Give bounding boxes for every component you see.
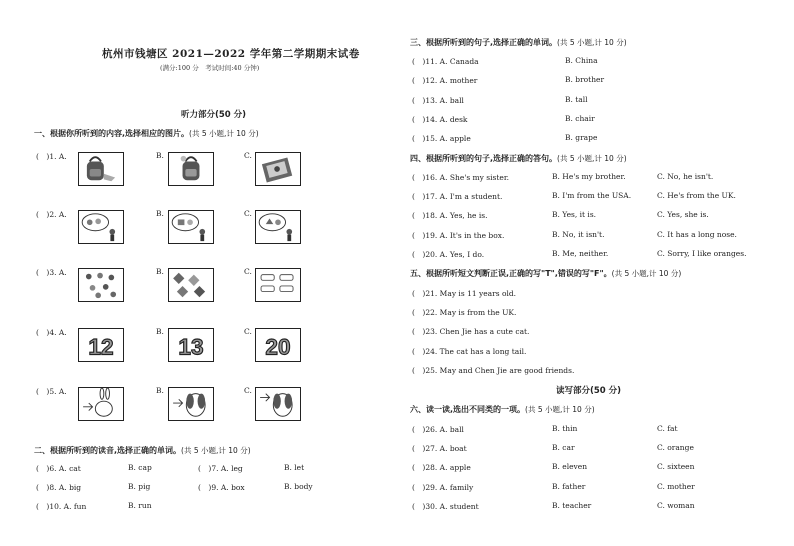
number-20-picture — [256, 329, 300, 361]
section-4-title-text: 四、根据所听到的句子,选择正确的答句。 — [410, 154, 558, 163]
q26-option-b: B. thin — [552, 424, 578, 433]
cars-icon — [256, 269, 300, 301]
q5-option-c-picture[interactable] — [255, 387, 301, 421]
thinking-food-icon — [256, 211, 300, 243]
q17-option-c: C. He's from the UK. — [657, 191, 736, 200]
q8-text: ( )8. A. big — [36, 483, 82, 492]
number-12-text: 12 — [88, 334, 114, 360]
backpack-icon — [79, 153, 123, 185]
q10-text: ( )10. A. fun — [36, 502, 87, 511]
section-6-title-text: 六、读一读,选出不同类的一项。 — [410, 405, 526, 414]
q18-option-b: B. Yes, it is. — [552, 210, 597, 219]
q13-text: ( )13. A. ball — [412, 96, 464, 105]
q1-option-c-label: C. — [244, 151, 252, 160]
q11-text: ( )11. A. Canada — [412, 57, 479, 66]
listening-heading: 听力部分(50 分) — [181, 110, 247, 120]
q27-option-c: C. orange — [657, 443, 694, 452]
q29-option-b: B. father — [552, 482, 586, 491]
q4-option-c-label: C. — [244, 327, 252, 336]
q29-option-c: C. mother — [657, 482, 695, 491]
q28-text: ( )28. A. apple — [412, 463, 471, 472]
q9-text: ( )9. A. box — [198, 483, 245, 492]
q5-option-c-label: C. — [244, 386, 252, 395]
section-4-title — [410, 153, 627, 164]
q26-option-c: C. fat — [657, 424, 678, 433]
section-1-title-text: 一、根据你所听到的内容,选择相应的图片。 — [34, 129, 190, 138]
q21-text: ( )21. May is 11 years old. — [412, 289, 517, 298]
dog-icon — [256, 388, 300, 420]
q1-option-a-picture[interactable] — [78, 152, 124, 186]
pencil-box-icon — [256, 153, 300, 185]
q3-option-c-picture[interactable] — [255, 268, 301, 302]
exam-title: 杭州市钱塘区 2021—2022 学年第二学期期末试卷 — [102, 48, 360, 60]
exam-subtitle: (满分:100 分 考试时间:40 分钟) — [160, 64, 260, 72]
q7-text: ( )7. A. leg — [198, 464, 243, 473]
reading-heading: 读写部分(50 分) — [556, 386, 622, 396]
q20-option-b: B. Me, neither. — [552, 249, 609, 258]
q22-text: ( )22. May is from the UK. — [412, 308, 517, 317]
q3-option-b-label: B. — [156, 267, 164, 276]
q5-option-a-picture[interactable] — [78, 387, 124, 421]
q27-option-b: B. car — [552, 443, 575, 452]
animals-group-icon — [79, 269, 123, 301]
section-3-note: (共 5 小题,计 10 分) — [557, 38, 627, 47]
q16-option-b: B. He's my brother. — [552, 172, 626, 181]
section-1-note: (共 5 小题,计 10 分) — [189, 129, 259, 138]
q30-option-c: C. woman — [657, 501, 695, 510]
q15-option-b: B. grape — [565, 133, 598, 142]
q24-text: ( )24. The cat has a long tail. — [412, 347, 527, 356]
section-3-title — [410, 37, 627, 48]
q10-option-b: B. run — [128, 501, 152, 510]
section-1-title — [34, 128, 259, 139]
q4-option-a-picture[interactable] — [78, 328, 124, 362]
q4-option-c-picture[interactable] — [255, 328, 301, 362]
q1-option-b-picture[interactable] — [168, 152, 214, 186]
q19-option-b: B. No, it isn't. — [552, 230, 605, 239]
section-2-title — [34, 445, 251, 456]
q11-option-b: B. China — [565, 56, 598, 65]
q20-option-c: C. Sorry, I like oranges. — [657, 249, 747, 258]
q3-option-a-picture[interactable] — [78, 268, 124, 302]
q17-option-b: B. I'm from the USA. — [552, 191, 632, 200]
kites-icon — [169, 269, 213, 301]
q30-text: ( )30. A. student — [412, 502, 479, 511]
q4-label: ( )4. A. — [36, 328, 67, 337]
thinking-food-icon — [79, 211, 123, 243]
q23-text: ( )23. Chen Jie has a cute cat. — [412, 327, 530, 336]
q12-option-b: B. brother — [565, 75, 605, 84]
q19-text: ( )19. A. It's in the box. — [412, 231, 505, 240]
section-2-note: (共 5 小题,计 10 分) — [181, 446, 251, 455]
q2-option-a-picture[interactable] — [78, 210, 124, 244]
q28-option-b: B. eleven — [552, 462, 588, 471]
rabbit-icon — [79, 388, 123, 420]
q16-option-c: C. No, he isn't. — [657, 172, 714, 181]
q1-option-b-label: B. — [156, 151, 164, 160]
q5-option-b-picture[interactable] — [168, 387, 214, 421]
q28-option-c: C. sixteen — [657, 462, 695, 471]
q14-option-b: B. chair — [565, 114, 595, 123]
dog-icon — [169, 388, 213, 420]
section-5-title-text: 五、根据所听短文判断正误,正确的写"T",错误的写"F"。 — [410, 269, 612, 278]
q1-label: ( )1. A. — [36, 152, 67, 161]
q20-text: ( )20. A. Yes, I do. — [412, 250, 485, 259]
q2-option-c-picture[interactable] — [255, 210, 301, 244]
q14-text: ( )14. A. desk — [412, 115, 468, 124]
section-2-title-text: 二、根据所听到的读音,选择正确的单词。 — [34, 446, 182, 455]
q13-option-b: B. tall — [565, 95, 588, 104]
q2-label: ( )2. A. — [36, 210, 67, 219]
section-5-title — [410, 268, 681, 279]
q1-option-c-picture[interactable] — [255, 152, 301, 186]
q19-option-c: C. It has a long nose. — [657, 230, 737, 239]
q30-option-b: B. teacher — [552, 501, 592, 510]
q5-label: ( )5. A. — [36, 387, 67, 396]
q4-option-b-label: B. — [156, 327, 164, 336]
q25-text: ( )25. May and Chen Jie are good friends. — [412, 366, 575, 375]
section-6-title — [410, 404, 595, 415]
section-5-note: (共 5 小题,计 10 分) — [611, 269, 682, 278]
q2-option-b-label: B. — [156, 209, 164, 218]
number-12-picture — [79, 329, 123, 361]
q8-option-b: B. pig — [128, 482, 151, 491]
q15-text: ( )15. A. apple — [412, 134, 471, 143]
q29-text: ( )29. A. family — [412, 483, 474, 492]
q27-text: ( )27. A. boat — [412, 444, 467, 453]
q7-option-b: B. let — [284, 463, 305, 472]
section-6-note: (共 5 小题,计 10 分) — [525, 405, 595, 414]
section-4-note: (共 5 小题,计 10 分) — [557, 154, 627, 163]
q4-option-b-picture[interactable] — [168, 328, 214, 362]
q2-option-b-picture[interactable] — [168, 210, 214, 244]
number-13-picture — [169, 329, 213, 361]
q3-option-c-label: C. — [244, 267, 252, 276]
number-13-text: 13 — [178, 334, 204, 360]
backpack-icon — [169, 153, 213, 185]
q3-label: ( )3. A. — [36, 268, 67, 277]
q12-text: ( )12. A. mother — [412, 76, 478, 85]
q2-option-c-label: C. — [244, 209, 252, 218]
q18-text: ( )18. A. Yes, he is. — [412, 211, 488, 220]
number-20-text: 20 — [265, 334, 291, 360]
q3-option-b-picture[interactable] — [168, 268, 214, 302]
q26-text: ( )26. A. ball — [412, 425, 464, 434]
q17-text: ( )17. A. I'm a student. — [412, 192, 503, 201]
section-3-title-text: 三、根据所听到的句子,选择正确的单词。 — [410, 38, 558, 47]
q6-option-b: B. cap — [128, 463, 152, 472]
thinking-food-icon — [169, 211, 213, 243]
q5-option-b-label: B. — [156, 386, 164, 395]
q6-text: ( )6. A. cat — [36, 464, 81, 473]
q16-text: ( )16. A. She's my sister. — [412, 173, 509, 182]
q9-option-b: B. body — [284, 482, 313, 491]
q18-option-c: C. Yes, she is. — [657, 210, 709, 219]
